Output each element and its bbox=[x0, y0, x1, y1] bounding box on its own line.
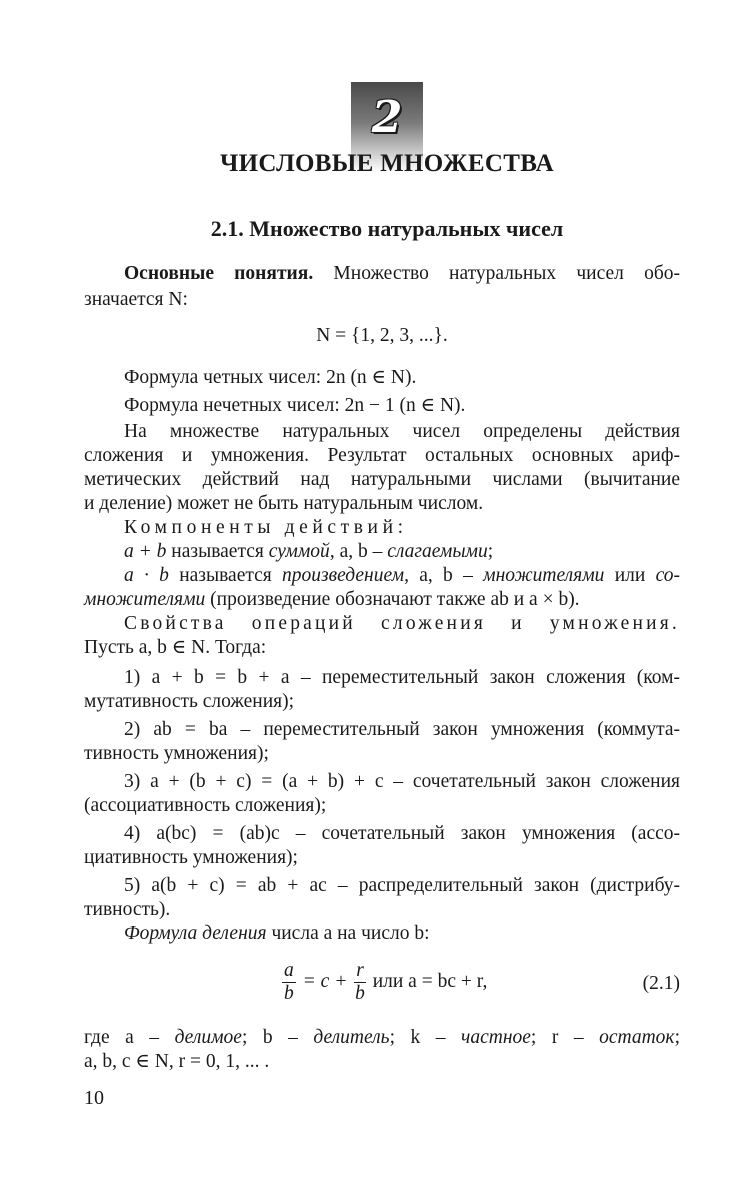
chapter-title: ЧИСЛОВЫЕ МНОЖЕСТВА bbox=[220, 150, 554, 177]
paragraph-line: Пусть a, b ∈ N. Тогда: bbox=[84, 637, 267, 658]
equation-division: $\frac{a}{b}$ = c + $\frac{r}{b}$ или a = bc + r, (2.1) bbox=[284, 960, 680, 1004]
property-line: 4) a(bc) = (ab)c – сочетательный закон умножения (ассо- bbox=[124, 823, 680, 844]
property-line: (ассоциативность сложения); bbox=[84, 795, 327, 816]
paragraph-line: сложения и умножения. Результат остальных основных ариф- bbox=[84, 445, 680, 466]
equation-number: (2.1) bbox=[642, 973, 680, 994]
paragraph-line: a · b называется произведением, a, b – множителями или со- bbox=[124, 565, 681, 586]
property-line: мутативность сложения); bbox=[84, 691, 295, 712]
property-line: 5) a(b + c) = ab + ac – распределительный закон (дистрибу- bbox=[124, 875, 680, 896]
spaced-heading: Свойства операций сложения и умножения. bbox=[124, 613, 680, 634]
equation-natural-set: N = {1, 2, 3, ...}. bbox=[316, 325, 448, 346]
paragraph-line: где a – делимое; b – делитель; k – частное; r – остаток; bbox=[84, 1027, 680, 1048]
paragraph-line: и деление) может не быть натуральным числом. bbox=[84, 493, 484, 514]
property-line: тивность). bbox=[84, 899, 171, 920]
fraction-r-over-b: $\frac{r}{b}$ bbox=[355, 960, 365, 1004]
property-line: тивность умножения); bbox=[84, 743, 269, 764]
page-number: 10 bbox=[84, 1087, 104, 1109]
paragraph-line: Формула нечетных чисел: 2n − 1 (n ∈ N). bbox=[124, 395, 466, 416]
property-line: циативность умножения); bbox=[84, 847, 298, 868]
paragraph-line: значается N: bbox=[84, 289, 188, 310]
fraction-a-over-b: $\frac{a}{b}$ bbox=[284, 960, 294, 1004]
paragraph-line: a + b называется суммой, a, b – слагаемыми; bbox=[124, 541, 494, 562]
property-line: 3) a + (b + c) = (a + b) + c – сочетательный закон сложения bbox=[124, 771, 680, 792]
section-title: 2.1. Множество натуральных чисел bbox=[210, 216, 564, 241]
paragraph-line: a, b, c ∈ N, r = 0, 1, ... . bbox=[84, 1051, 270, 1072]
paragraph-line: На множестве натуральных чисел определены действия bbox=[124, 421, 680, 442]
paragraph-line: Формула четных чисел: 2n (n ∈ N). bbox=[124, 367, 417, 388]
paragraph-line: Основные понятия. Множество натуральных чисел обо- bbox=[124, 263, 680, 284]
spaced-heading: Компоненты действий: bbox=[124, 517, 408, 538]
property-line: 2) ab = ba – переместительный закон умножения (коммута- bbox=[124, 719, 680, 740]
paragraph-line: Формула деления числа a на число b: bbox=[124, 923, 430, 944]
paragraph-line: множителями (произведение обозначают также ab и a × b). bbox=[84, 589, 580, 610]
chapter-number: 2 bbox=[371, 92, 403, 143]
paragraph-line: метических действий над натуральными числами (вычитание bbox=[84, 469, 680, 490]
property-line: 1) a + b = b + a – переместительный закон сложения (ком- bbox=[124, 667, 680, 688]
